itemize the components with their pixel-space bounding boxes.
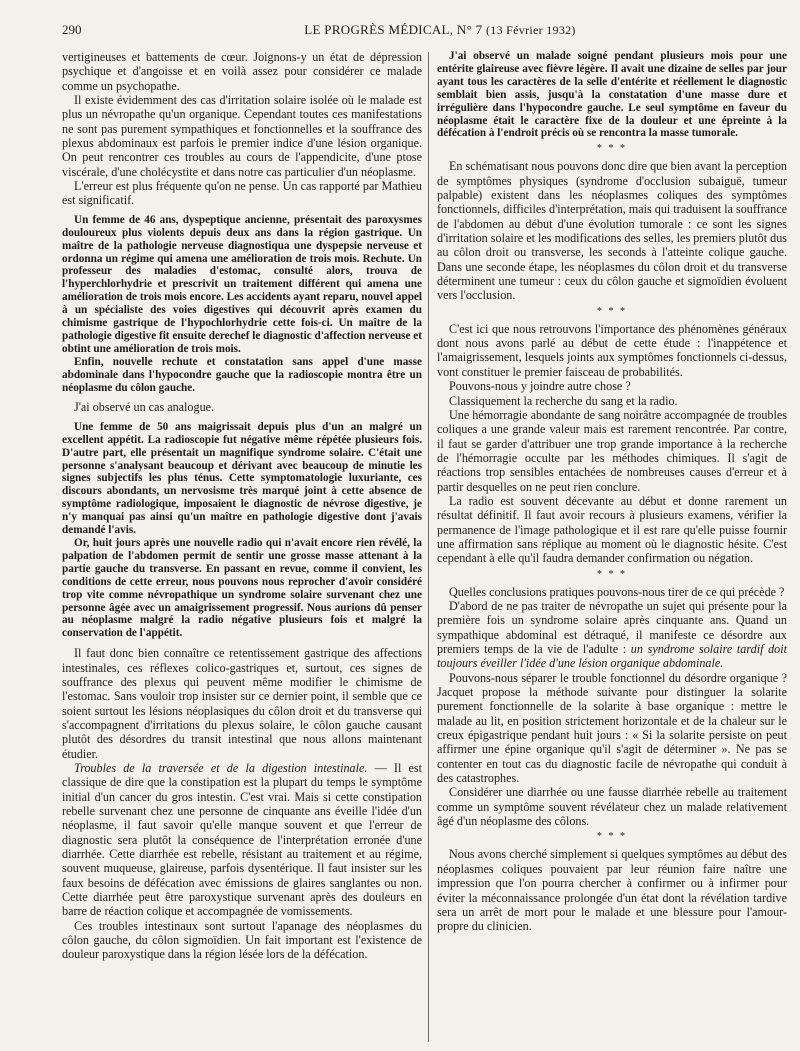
paragraph: Il existe évidemment des cas d'irritation solaire isolée où le malade est plus un névropathe qu'un organique. Cependant toutes ces manifestations ne sont pas purement sympathiques et fonctionnelles et la souffrance des plexus abdominaux est parfois le premier indice d'une lésion organique. On peut rencontrer ces troubles au cours de l'appendicite, d'une ptose viscérale, d'une cholécystite et dans notre cas particulier d'un néoplasme. <box>62 93 422 179</box>
paragraph: Classiquement la recherche du sang et la radio. <box>449 393 678 408</box>
paragraph-text: — Il est classique de dire que la constipation est la plupart du temps le symptôme initial d'un cancer du gros intestin. C'est vrai. Mais si cette constipation rebelle survenant chez une personne de cinquante ans éveille l'idée d'un néoplasme, il faut savoir qu'elle manque souvent et que l'erreur de diagnostic sera plutôt la conséquence de l'interprétation erronée d'une diarrhée. Cette diarrhée est rebelle, résistant au traitement et au régime, souvent muqueuse, glaireuse, parfois dysentérique. Il faut insister sur les faux besoins de défécation avec émissions de glaires sanglantes ou non. Cette diarrhée peut être paroxystique survenant après des douleurs en barre de réaction colique et accompagnée de vomissements. <box>62 760 422 919</box>
running-header <box>62 20 778 40</box>
paragraph: La radio est souvent décevante au début et donne rarement un résultat définitif. Il faut avoir recours à plusieurs examens, vérifier la permanence de l'image pathologique et il est rare qu'elle puisse fournir une affirmation sans réplique au moment où le diagnostic hésite. C'est cependant à elle qu'il faudra demander confirmation ou négation. <box>437 493 787 566</box>
right-column <box>437 50 787 1045</box>
paragraph: Il faut donc bien connaître ce retentissement gastrique des affections intestinales, ces réflexes colico-gastriques et, surtout, ces signes de souffrance des plexus qui peuvent même modifier le chimisme de l'estomac. Sans vouloir trop insister sur ce dernier point, il semble que ce soient surtout les lésions néoplasiques du côlon droit et du transverse qui s'accompagnent d'irritations du plexus solaire, le côlon gauche causant plutôt des désordres du transit intestinal que nous allons maintenant étudier. <box>62 646 422 761</box>
left-column <box>62 50 422 1045</box>
emphasis-text: un syndrome solaire tardif doit toujours éveiller l'idée d'une lésion organique abdominale. <box>437 642 787 671</box>
paragraph: Quelles conclusions pratiques pouvons-nous tirer de ce qui précède ? <box>449 584 785 599</box>
section-separator: * * * <box>597 568 627 580</box>
paragraph: Pouvons-nous y joindre autre chose ? <box>449 379 631 394</box>
case-report: Une femme de 50 ans maigrissait depuis plus d'un an malgré un excellent appétit. La radioscopie fut négative même répétée plusieurs fois. D'autre part, elle présentait un magnifique syndrome solaire. C'était une personne s'analysant beaucoup et dérivant avec beaucoup de minutie les signes subjectifs les plus ténus. Cette symptomatologie luxuriante, ces discours abondants, un nervosisme très marqué joint à cette absence de symptôme radiologique, imposaient le diagnostic de névrose digestive, je n'y manquai pas ainsi qu'un maître en pathologie digestive dont j'avais demandé l'avis. <box>62 420 422 537</box>
paragraph: Pouvons-nous séparer le trouble fonctionnel du désordre organique ? Jacquet propose la méthode suivante pour distinguer la solarite purement fonctionnelle de la solarite à base organique : mettre le malade au lit, en position strictement horizontale et de la chaleur sur le creux épigastrique pendant huit jours : « Si la solarite persiste on peut affirmer une épine organique qu'il s'agit de déterminer ». Ne pas se contenter en tout cas du diagnostic facile de névropathe qui conduit à des catastrophes. <box>437 670 787 786</box>
case-report: Or, huit jours après une nouvelle radio qui n'avait encore rien révélé, la palpation de l'abdomen permit de sentir une grosse masse attenant à la partie gauche du transverse. En passant en revue, comme il convient, les conditions de cette erreur, nous pouvons nous reprocher d'avoir considéré trop vite comme névropathique un syndrome solaire survenant chez une personne âgée avec un amaigrissement progressif. Nous aurions dû penser au néoplasme malgré la radio négative plusieurs fois et malgré la conservation de l'appétit. <box>62 536 422 640</box>
paragraph: Nous avons cherché simplement si quelques symptômes au début des néoplasmes coliques pouvaient par leur réunion faire naître une impression que l'on pourra chercher à confirmer ou à infirmer pour éviter la méconnaissance prolongée d'un état dont la révélation tardive sera un arrêt de mort pour le malade et une blessure pour l'amour-propre du clinicien. <box>437 847 787 934</box>
paragraph: Considérer une diarrhée ou une fausse diarrhée rebelle au traitement comme un symptôme souvent révélateur chez un malade relativement âgé d'un néoplasme des côlons. <box>437 785 787 829</box>
paragraph: En schématisant nous pouvons donc dire que bien avant la perception de symptômes physiques (syndrome d'occlusion subaiguë, tumeur palpable) existent dans les néoplasmes coliques des symptômes fonctionnels, difficiles d'interprétation, mais qui traduisent la souffrance de l'abdomen au début d'une évolution tumorale : ce sont les signes d'irritation solaire et les modifications des selles, les premiers plutôt dus au côlon droit ou transverse, les seconds à l'atteinte colique gauche. Dans une seconde étape, les néoplasmes du côlon droit et du transverse déterminent une tumeur : ceux du côlon gauche et sigmoïdien évoluent vers l'occlusion. <box>437 159 787 303</box>
section-separator: * * * <box>597 831 627 843</box>
case-report: J'ai observé un malade soigné pendant plusieurs mois pour une entérite glaireuse avec fièvre légère. Il avait une dizaine de selles par jour ayant tous les caractères de la selle d'entérite et réellement le diagnostic semblait bien assis, jusqu'à la constatation d'une masse dure et irrégulière dans l'hypocondre gauche. Le seul symptôme en faveur du néoplasme était le caractère fixe de la douleur et une épreinte à la défécation à l'endroit précis où se rencontra la masse tumorale. <box>437 50 787 140</box>
journal-title <box>102 22 778 38</box>
paragraph: Une hémorragie abondante de sang noirâtre accompagnée de troubles coliques a une grande valeur mais est rarement rencontrée. Par contre, il faut se garder d'attribuer une trop grande importance à la recherche de l'hémorragie occulte par les méthodes chimiques. Il s'agit de réactions trop sensibles entachées de nombreuses causes d'erreur et à partir desquelles on ne peut rien conclure. <box>437 407 787 494</box>
issue-date: (13 Février 1932) <box>485 23 576 37</box>
page-number: 290 <box>62 22 82 37</box>
paragraph: vertigineuses et battements de cœur. Joignons-y un état de dépression psychique et d'angoisse et en voilà assez pour considérer ce malade comme un psychopathe. <box>62 50 422 93</box>
paragraph: Ces troubles intestinaux sont surtout l'apanage des néoplasmes du côlon gauche, du côlon sigmoïdien. Un fait important est l'existence de douleur paroxystique dans la région lésée lors de la défécation. <box>62 918 422 962</box>
paragraph: L'erreur est plus fréquente qu'on ne pense. Un cas rapporté par Mathieu est significatif. <box>62 179 422 208</box>
paragraph-text: D'abord de ne pas traiter de névropathe un sujet qui présente pour la première fois un syndrome solaire après cinquante ans. Quand un sympathique abdominal est détraqué, il manifeste ce désordre aux premiers temps de la vie de l'adulte : <box>437 598 787 656</box>
case-report: Enfin, nouvelle rechute et constatation sans appel d'une masse abdominale dans l'hypocondre gauche que la radioscopie montra être un néoplasme du côlon gauche. <box>62 355 422 394</box>
paragraph <box>62 761 422 919</box>
paragraph: J'ai observé un cas analogue. <box>74 400 215 415</box>
paragraph <box>437 599 787 671</box>
section-separator: * * * <box>597 305 627 317</box>
case-report: Un femme de 46 ans, dyspeptique ancienne, présentait des paroxysmes douloureux plus violents depuis deux ans dans la région gastrique. Un maître de la pathologie nerveuse diagnostiqua une dyspepsie nerveuse et ordonna un régime qui amena une amélioration de trois mois. Rechute. Un professeur des maladies d'estomac, consulté alors, trouva de l'hyperchlorhydrie et prescrivit un traitement différent qui amena une amélioration de trois mois encore. Les accidents ayant reparu, nouvel appel à un spécialiste des voies digestives qui découvrit après examen du chimisme gastrique de l'hypochlorhydrie cette fois-ci. Un maître de la pathologie digestive fit ensuite derechef le diagnostic d'affection nerveuse et obtint une amélioration de trois mois. <box>62 213 422 355</box>
journal-name: LE PROGRÈS MÉDICAL, N° 7 <box>304 22 483 37</box>
section-heading: Troubles de la traversée et de la digestion intestinale. <box>74 760 368 775</box>
column-divider <box>428 52 429 1042</box>
section-separator: * * * <box>597 143 627 155</box>
paragraph: C'est ici que nous retrouvons l'importance des phénomènes généraux dont nous avons parlé au début de cette étude : l'inappétence et l'amaigrissement, lesquels joints aux symptômes fonctionnels ci-dessus, vont constituer le premier faisceau de probabilités. <box>437 321 787 379</box>
